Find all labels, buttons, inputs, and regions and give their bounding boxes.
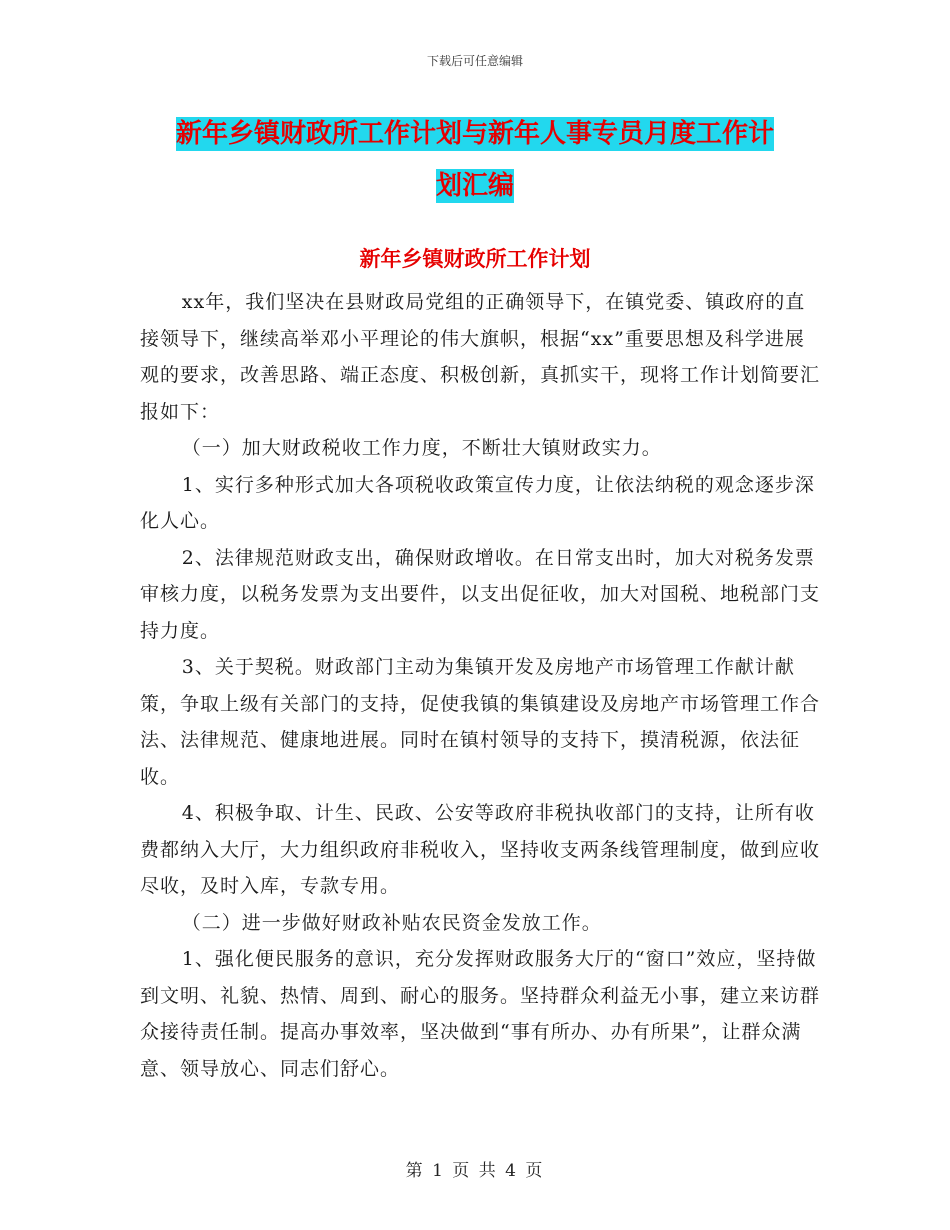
paragraph-heading-1: （一）加大财政税收工作力度，不断壮大镇财政实力。 xyxy=(181,437,662,459)
document-main-title xyxy=(140,108,810,212)
paragraph-item: 2、法律规范财政支出，确保财政增收。在日常支出时，加大对税务发票审核力度，以税务发票为支出要件，以支出促征收，加大对国税、地税部门支持力度。 xyxy=(140,546,821,642)
section-title: 新年乡镇财政所工作计划 xyxy=(359,247,591,271)
paragraph-heading-2: （二）进一步做好财政补贴农民资金发放工作。 xyxy=(181,911,602,934)
document-body xyxy=(140,284,820,1087)
paragraph-item: 4、积极争取、计生、民政、公安等政府非税执收部门的支持，让所有收费都纳入大厅，大力组织政府非税收入，坚持收支两条线管理制度，做到应收尽收，及时入库，专款专用。 xyxy=(140,802,821,897)
page-number-footer: 第 1 页 共 4 页 xyxy=(405,1161,545,1181)
paragraph-item: 3、关于契税。财政部门主动为集镇开发及房地产市场管理工作献计献策，争取上级有关部门的支持，促使我镇的集镇建设及房地产市场管理工作合法、法律规范、健康地进展。同时在镇村领导的支持下，摸清税源，依法征收。 xyxy=(140,656,821,788)
main-title-line-1: 新年乡镇财政所工作计划与新年人事专员月度工作计 xyxy=(175,119,774,149)
main-title-line-2: 划汇编 xyxy=(435,171,514,201)
page-header-note: 下载后可任意编辑 xyxy=(426,54,523,68)
paragraph-item: 1、实行多种形式加大各项税收政策宣传力度，让依法纳税的观念逐步深化人心。 xyxy=(140,473,815,532)
paragraph-item: 1、强化便民服务的意识，充分发挥财政服务大厅的“窗口”效应，坚持做到文明、礼貌、热情、周到、耐心的服务。坚持群众利益无小事，建立来访群众接待责任制。提高办事效率，坚决做到“事有所办、办有所果”，让群众满意、领导放心、同志们舒心。 xyxy=(140,948,821,1080)
paragraph-intro: xx年，我们坚决在县财政局党组的正确领导下，在镇党委、镇政府的直接领导下，继续高举邓小平理论的伟大旗帜，根据“xx”重要思想及科学进展观的要求，改善思路、端正态度、积极创新，真抓实干，现将工作计划简要汇报如下： xyxy=(140,291,821,423)
